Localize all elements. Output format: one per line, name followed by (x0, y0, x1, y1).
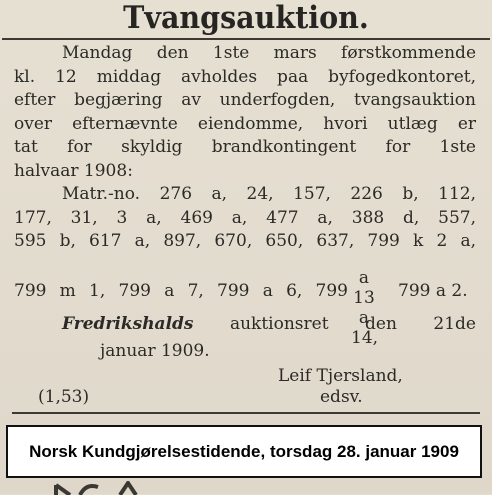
stacked-fraction (351, 268, 377, 348)
court-line (62, 314, 476, 334)
date-line: januar 1909. (100, 341, 210, 361)
price-mark: (1,53) (38, 387, 90, 407)
paragraph-line: efter begjæring av underfogden, tvangsauktion (14, 90, 476, 110)
paragraph-line: kl. 12 middag avholdes paa byfogedkontoret, (14, 66, 476, 87)
notice-body (14, 42, 476, 254)
fraction-top: a 13 (353, 268, 375, 308)
next-article-bleed (50, 481, 170, 495)
matr-line: 595 b, 617 a, 897, 670, 650, 637, 799 k 2 a, (14, 231, 476, 251)
court-word: auktionsret (229, 314, 329, 334)
notice-title: Tvangsauktion. (123, 0, 369, 36)
bottom-rule (12, 412, 480, 414)
matr-line: Matr.-no. 276 a, 24, 157, 226 b, 112, (62, 184, 476, 204)
paragraph-line: halvaar 1908: (14, 160, 133, 181)
court-word: den (365, 314, 397, 334)
fraction-bottom: a 14, (351, 308, 379, 348)
source-caption: Norsk Kundgjørelsestidende, torsdag 28. januar 1909 (6, 425, 482, 478)
court-word: 21de (433, 314, 476, 334)
paragraph-line: over efternævnte eiendomme, hvori utlæg er (14, 113, 476, 134)
paragraph-line: Mandag den 1ste mars førstkommende (62, 43, 476, 63)
top-rule (2, 38, 490, 40)
matr-line-start: 799 m 1, 799 a 7, 799 a 6, 799 (14, 281, 348, 301)
matr-line-end: 799 a 2. (398, 281, 468, 301)
signature-title: edsv. (320, 387, 363, 407)
court-name: Fredrikshalds (62, 314, 194, 334)
signature: Leif Tjersland, (278, 366, 403, 386)
matr-line: 177, 31, 3 a, 469 a, 477 a, 388 d, 557, (14, 207, 476, 228)
paragraph-line: tat for skyldig brandkontingent for 1ste (14, 137, 476, 157)
